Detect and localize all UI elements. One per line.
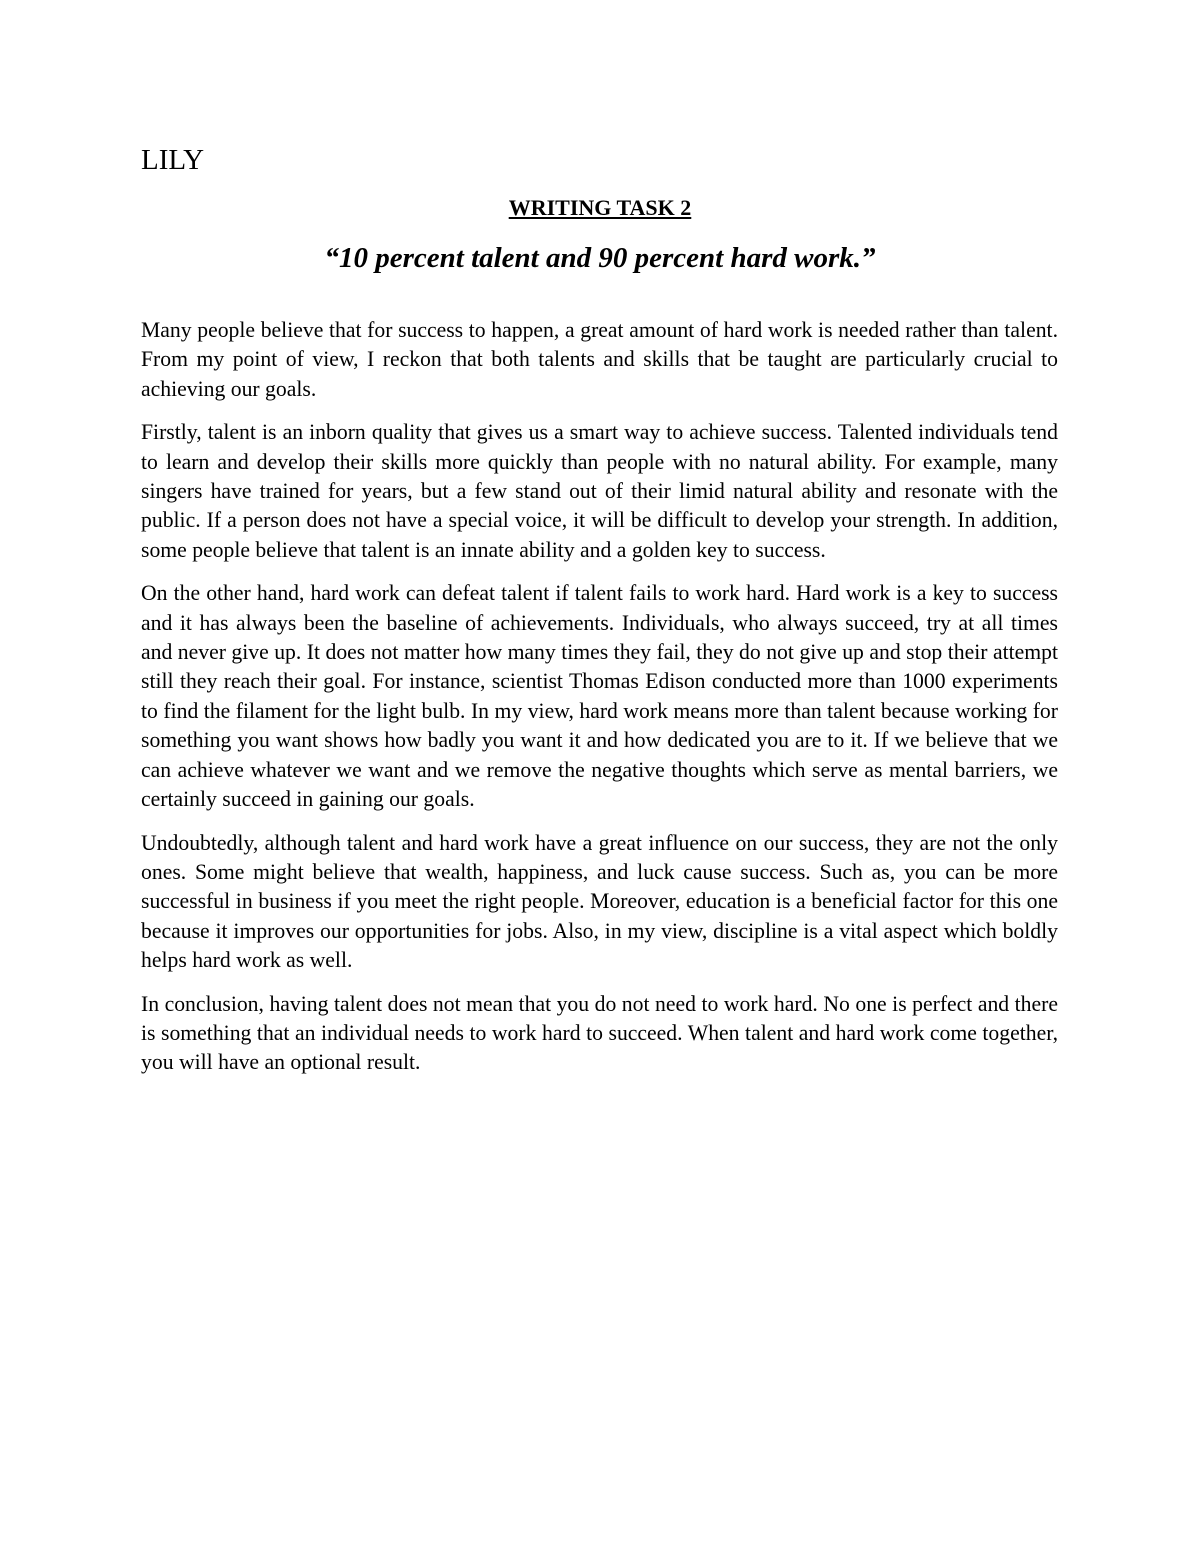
essay-paragraph-intro: Many people believe that for success to happen, a great amount of hard work is needed rather than talent. From my point of view, I reckon that both talents and skills that be taught are particularly crucial to achieving our goals. [141, 318, 1058, 401]
essay-paragraph-talent: Firstly, talent is an inborn quality that gives us a smart way to achieve success. Talented individuals tend to learn and develop their skills more quickly than people with no natural ability. For example, many singers have trained for years, but a few stand out of their limid natural ability and resonate with the public. If a person does not have a special voice, it will be difficult to develop your strength. In addition, some people believe that talent is an innate ability and a golden key to success. [141, 420, 1058, 562]
essay-body [141, 316, 1058, 1092]
essay-paragraph-other-factors: Undoubtedly, although talent and hard work have a great influence on our success, they are not the only ones. Some might believe that wealth, happiness, and luck cause success. Such as, you can be more successful in business if you meet the right people. Moreover, education is a beneficial factor for this one because it improves our opportunities for jobs. Also, in my view, discipline is a vital aspect which boldly helps hard work as well. [141, 830, 1058, 973]
author-name: LILY [141, 144, 205, 176]
task-title: WRITING TASK 2 [508, 195, 692, 220]
essay-paragraph-conclusion: In conclusion, having talent does not mean that you do not need to work hard. No one is perfect and there is something that an individual needs to work hard to succeed. When talent and hard work come together, you will have an optional result. [141, 991, 1058, 1075]
essay-quote: “10 percent talent and 90 percent hard work.” [324, 242, 876, 274]
essay-paragraph-hard-work: On the other hand, hard work can defeat talent if talent fails to work hard. Hard work is a key to success and it has always been the baseline of achievements. Individuals, who always succeed, try at all times and never give up. It does not matter how many times they fail, they do not give up and stop their attempt still they reach their goal. For instance, scientist Thomas Edison conducted more than 1000 experiments to find the filament for the light bulb. In my view, hard work means more than talent because working for something you want shows how badly you want it and how dedicated you are to it. If we believe that we can achieve whatever we want and we remove the negative thoughts which serve as mental barriers, we certainly succeed in gaining our goals. [141, 581, 1058, 812]
